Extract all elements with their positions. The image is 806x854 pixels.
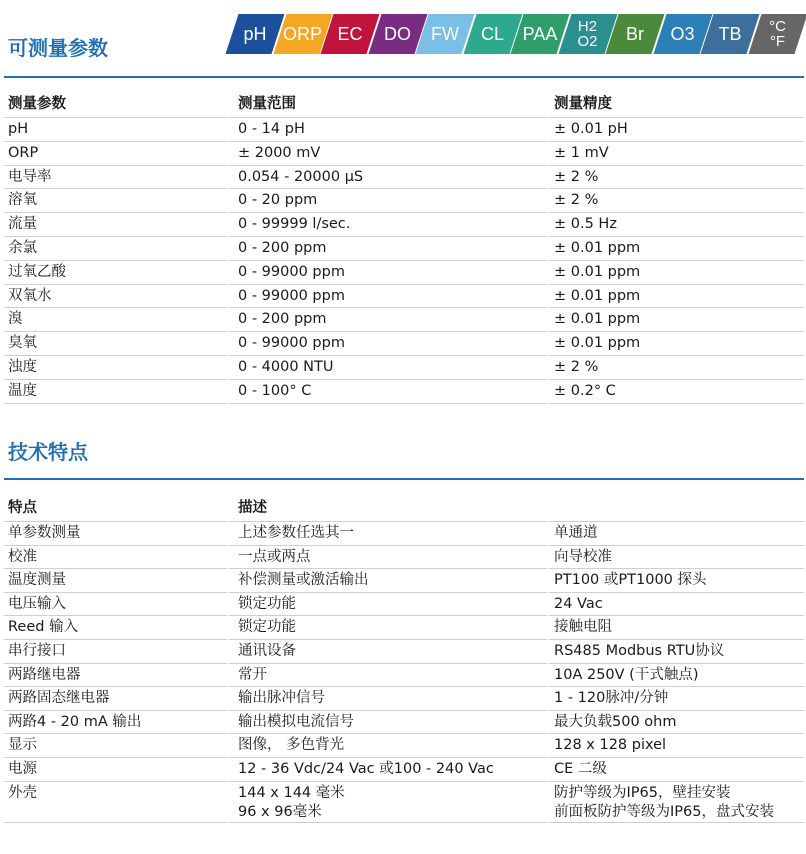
table-cell: 过氧乙酸 <box>4 261 226 285</box>
table-row <box>4 332 804 356</box>
table-cell: 双氧水 <box>4 285 226 309</box>
table-cell: 显示 <box>4 734 226 758</box>
table-cell: ± 0.5 Hz <box>546 213 804 237</box>
table-cell: RS485 Modbus RTU协议 <box>546 640 804 664</box>
table-cell: ± 0.01 ppm <box>546 308 804 332</box>
table-row <box>4 569 804 593</box>
table-cell: 输出脉冲信号 <box>226 687 546 711</box>
table-cell: 0 - 99999 l/sec. <box>226 213 546 237</box>
parameter-badge <box>565 14 611 54</box>
table-cell: 12 - 36 Vdc/24 Vac 或100 - 240 Vac <box>226 758 546 782</box>
table-cell: 常开 <box>226 664 546 688</box>
table-row <box>4 687 804 711</box>
table-row <box>4 616 804 640</box>
badge-label: FW <box>431 24 459 44</box>
table-header-row <box>4 88 804 118</box>
parameter-badge <box>280 14 326 54</box>
parameter-badge <box>612 14 658 54</box>
table-cell: 图像， 多色背光 <box>226 734 546 758</box>
parameter-badge <box>422 14 468 54</box>
badge-label: CL <box>480 24 504 44</box>
table-cell: ± 2 % <box>546 166 804 190</box>
table-cell: 一点或两点 <box>226 546 546 570</box>
parameter-badge <box>327 14 373 54</box>
table-row <box>4 711 804 735</box>
table-cell: ± 1 mV <box>546 142 804 166</box>
table-cell: ± 2000 mV <box>226 142 546 166</box>
table-row <box>4 522 804 546</box>
table-row <box>4 664 804 688</box>
table-cell: 1 - 120脉冲/分钟 <box>546 687 804 711</box>
badge-label: EC <box>337 24 363 44</box>
table-row <box>4 142 804 166</box>
badge-label-line: °C <box>769 18 786 35</box>
cell-line: 防护等级为IP65，壁挂安装 <box>554 784 731 801</box>
section-title-technical-features: 技术特点 <box>8 440 88 464</box>
table-cell: CE 二级 <box>546 758 804 782</box>
badge-label: pH <box>243 24 267 44</box>
table-cell: 接触电阻 <box>546 616 804 640</box>
table-cell: 0 - 4000 NTU <box>226 356 546 380</box>
table-row <box>4 356 804 380</box>
table-cell: ± 0.01 pH <box>546 118 804 142</box>
table-cell: 0 - 99000 ppm <box>226 332 546 356</box>
table-cell: 单通道 <box>546 522 804 546</box>
table-cell: 最大负载500 ohm <box>546 711 804 735</box>
section-title-measurable-params: 可测量参数 <box>8 36 108 60</box>
table-cell: 两路4 - 20 mA 输出 <box>4 711 226 735</box>
table-row <box>4 261 804 285</box>
table-cell: 校准 <box>4 546 226 570</box>
table-cell: 两路固态继电器 <box>4 687 226 711</box>
table-cell: 电压输入 <box>4 593 226 617</box>
parameter-badge <box>707 14 753 54</box>
table-cell: 0 - 100° C <box>226 380 546 404</box>
column-header: 测量参数 <box>4 88 226 118</box>
badge-label: TB <box>718 24 742 44</box>
table-row <box>4 118 804 142</box>
table-cell: ± 0.01 ppm <box>546 261 804 285</box>
cell-line: 144 x 144 毫米 <box>238 784 345 801</box>
table-cell: 补偿测量或激活输出 <box>226 569 546 593</box>
badge-label-line: H2 <box>577 18 598 35</box>
parameter-badge <box>755 14 801 54</box>
table-cell: ± 2 % <box>546 189 804 213</box>
table-row <box>4 237 804 261</box>
table-row <box>4 640 804 664</box>
table-cell: 温度 <box>4 380 226 404</box>
table-cell: PT100 或PT1000 探头 <box>546 569 804 593</box>
column-header: 测量范围 <box>226 88 546 118</box>
table-cell: 臭氧 <box>4 332 226 356</box>
table-row <box>4 213 804 237</box>
table-cell: ± 0.01 ppm <box>546 332 804 356</box>
badge-label: Br <box>626 24 644 44</box>
badge-label: O3 <box>670 24 695 44</box>
table-cell: 128 x 128 pixel <box>546 734 804 758</box>
table-header-row <box>4 492 804 522</box>
table-cell: 两路继电器 <box>4 664 226 688</box>
table-cell: 输出模拟电流信号 <box>226 711 546 735</box>
table-cell: ± 0.01 ppm <box>546 237 804 261</box>
section-divider <box>4 76 804 78</box>
table-row <box>4 593 804 617</box>
parameter-badges <box>232 14 802 54</box>
table-row <box>4 166 804 190</box>
parameter-badge <box>660 14 706 54</box>
table-row <box>4 380 804 404</box>
features-table <box>4 492 804 823</box>
badge-label: ORP <box>282 24 322 44</box>
table-cell: 0 - 14 pH <box>226 118 546 142</box>
table-row <box>4 546 804 570</box>
table-cell: 余氯 <box>4 237 226 261</box>
table-cell: 电导率 <box>4 166 226 190</box>
badge-label: DO <box>384 24 411 44</box>
table-cell <box>226 782 546 823</box>
parameter-badge <box>517 14 563 54</box>
table-row <box>4 189 804 213</box>
table-cell: 0 - 99000 ppm <box>226 285 546 309</box>
table-row <box>4 758 804 782</box>
table-cell: 通讯设备 <box>226 640 546 664</box>
table-cell: 0.054 - 20000 µS <box>226 166 546 190</box>
table-cell: 流量 <box>4 213 226 237</box>
parameter-badge <box>470 14 516 54</box>
column-header: 测量精度 <box>546 88 804 118</box>
cell-line: 96 x 96毫米 <box>238 803 322 820</box>
table-cell: 单参数测量 <box>4 522 226 546</box>
cell-line: 前面板防护等级为IP65，盘式安装 <box>554 803 774 820</box>
table-cell: 24 Vac <box>546 593 804 617</box>
parameter-badge <box>232 14 278 54</box>
column-header: 特点 <box>4 492 226 522</box>
table-cell: 溶氧 <box>4 189 226 213</box>
table-cell: 0 - 99000 ppm <box>226 261 546 285</box>
table-cell: 0 - 20 ppm <box>226 189 546 213</box>
table-cell: 锁定功能 <box>226 593 546 617</box>
measurement-table <box>4 88 804 404</box>
table-row <box>4 734 804 758</box>
table-cell: 上述参数任选其一 <box>226 522 546 546</box>
table-cell: ± 2 % <box>546 356 804 380</box>
table-cell: Reed 输入 <box>4 616 226 640</box>
table-cell: 串行接口 <box>4 640 226 664</box>
badge-label-line: O2 <box>577 33 598 50</box>
parameter-badge <box>375 14 421 54</box>
table-cell: 0 - 200 ppm <box>226 237 546 261</box>
table-cell <box>546 782 804 823</box>
table-row <box>4 308 804 332</box>
column-header <box>546 492 804 522</box>
table-cell: 锁定功能 <box>226 616 546 640</box>
badge-label: PAA <box>522 24 558 44</box>
table-cell: 溴 <box>4 308 226 332</box>
table-cell: ORP <box>4 142 226 166</box>
table-cell: 向导校准 <box>546 546 804 570</box>
column-header: 描述 <box>226 492 546 522</box>
badge-label-line: °F <box>769 33 786 50</box>
table-cell: 浊度 <box>4 356 226 380</box>
badge-label <box>769 19 786 49</box>
table-cell: pH <box>4 118 226 142</box>
badge-label <box>577 19 597 49</box>
table-row <box>4 782 804 823</box>
table-cell: 10A 250V (干式触点) <box>546 664 804 688</box>
table-cell: ± 0.01 ppm <box>546 285 804 309</box>
table-row <box>4 285 804 309</box>
table-cell: 温度测量 <box>4 569 226 593</box>
table-cell: 0 - 200 ppm <box>226 308 546 332</box>
table-cell: 外壳 <box>4 782 226 823</box>
table-cell: 电源 <box>4 758 226 782</box>
section-divider <box>4 478 804 480</box>
table-cell: ± 0.2° C <box>546 380 804 404</box>
